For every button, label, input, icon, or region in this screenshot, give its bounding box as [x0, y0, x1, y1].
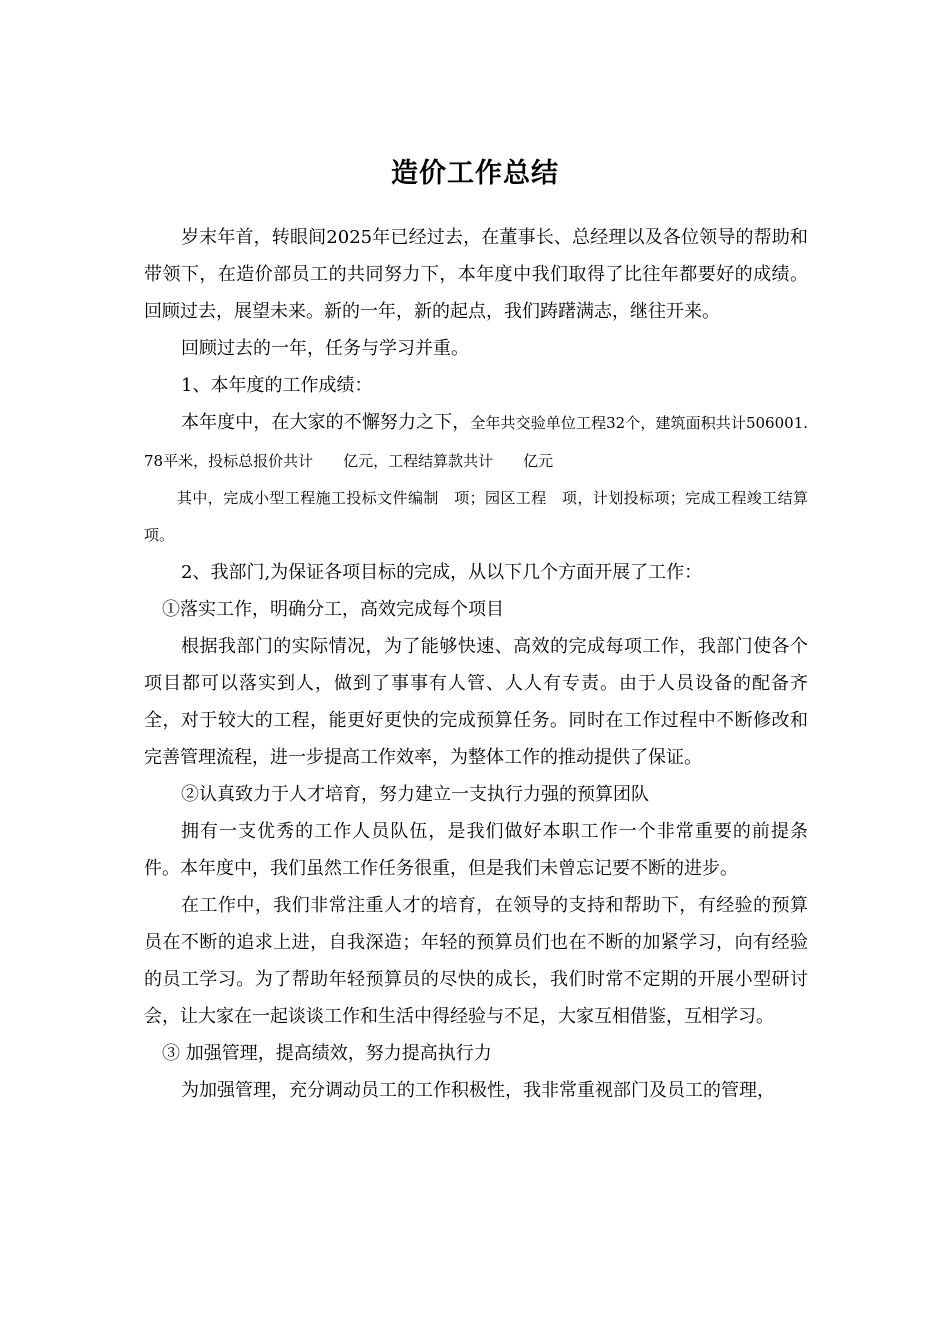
heading-measures: 2、我部门,为保证各项目标的完成，从以下几个方面开展了工作：: [181, 562, 703, 583]
document-body: [144, 219, 824, 1109]
heading-measure-1: ①落实工作，明确分工，高效完成每个项目: [162, 599, 504, 620]
heading-measure-2: ②认真致力于人才培育，努力建立一支执行力强的预算团队: [181, 784, 649, 805]
paragraph-measure-1: 根据我部门的实际情况，为了能够快速、高效的完成每项工作，我部门使各个项目都可以落实到人，做到了事事有人管、人人有专责。由于人员设备的配备齐全，对于较大的工程，能更好更快的完成预算任务。同时在工作过程中不断修改和完善管理流程，进一步提高工作效率，为整体工作的推动提供了保证。: [144, 636, 808, 768]
page-title: 造价工作总结: [391, 158, 559, 189]
paragraph-intro: 岁末年首，转眼间2025年已经过去，在董事长、总经理以及各位领导的帮助和带领下，在造价部员工的共同努力下，本年度中我们取得了比往年都要好的成绩。回顾过去，展望未来。新的一年，新的起点，我们踌躇满志，继往开来。: [144, 227, 808, 322]
paragraph-review: 回顾过去的一年，任务与学习并重。: [181, 338, 469, 359]
heading-achievements: 1、本年度的工作成绩：: [181, 375, 373, 396]
paragraph-measure-2a: 拥有一支优秀的工作人员队伍，是我们做好本职工作一个非常重要的前提条件。本年度中，我们虽然工作任务很重，但是我们未曾忘记要不断的进步。: [144, 821, 808, 879]
paragraph-breakdown: 其中，完成小型工程施工投标文件编制 项；园区工程 项，计划投标项；完成工程竣工结算 项。: [144, 489, 824, 544]
achievements-figures: 全年共交验单位工程32个，建筑面积共计506001.78平米，投标总报价共计 亿元，工程结算款共计 亿元: [144, 414, 808, 470]
paragraph-measure-3: 为加强管理，充分调动员工的工作积极性，我非常重视部门及员工的管理，: [181, 1080, 775, 1101]
achievements-lead: 本年度中，在大家的不懈努力之下，: [181, 412, 471, 433]
heading-measure-3: ③ 加强管理，提高绩效，努力提高执行力: [162, 1043, 492, 1064]
paragraph-measure-2b: 在工作中，我们非常注重人才的培育，在领导的支持和帮助下，有经验的预算员在不断的追求上进，自我深造；年轻的预算员们也在不断的加紧学习，向有经验的员工学习。为了帮助年轻预算员的尽快的成长，我们时常不定期的开展小型研讨会，让大家在一起谈谈工作和生活中得经验与不足，大家互相借鉴，互相学习。: [144, 895, 808, 1027]
paragraph-achievements: [144, 404, 808, 480]
